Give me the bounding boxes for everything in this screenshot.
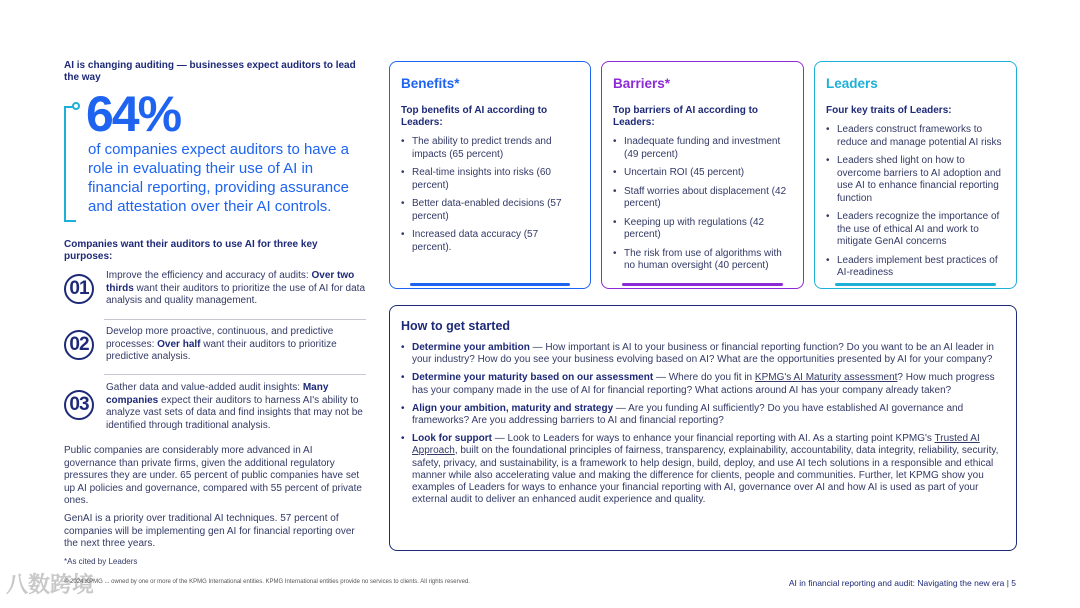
stat-dot-icon [72,102,80,110]
card-subtitle: Four key traits of Leaders: [826,105,952,116]
list-item: • The ability to predict trends and impacts (65 percent) [401,136,579,161]
purpose-text: Develop more proactive, continuous, and predictive processes: Over half want their auditors to prioritize predictive analysis. [106,326,337,362]
purpose-number: 01 [64,274,94,304]
list-item: • Leaders recognize the importance of the use of ethical AI and work to mitigate GenAI concerns [826,211,1005,249]
copyright-text: © 2024 KPMG ... owned by one or more of the KPMG International entities. KPMG International entities provide no services to clients. All rights reserved. [64,579,470,585]
howto-item-align: • Align your ambition, maturity and strategy — Are you funding AI sufficiently? Do you have established AI governance and frameworks? Are you addressing barriers to AI and financial reporting? [401,403,1005,427]
purposes-heading: Companies want their auditors to use AI for three key purposes: [64,239,318,262]
stat-value: 64% [86,86,181,142]
card-accent-bar [835,283,996,286]
list-item: • Keeping up with regulations (42 percent) [613,217,792,242]
list-item: • Leaders construct frameworks to reduce and manage potential AI risks [826,124,1005,149]
watermark-logo: 八数跨境 [6,572,95,597]
purpose-text: Improve the efficiency and accuracy of audits: Over two thirds want their auditors to prioritize the use of AI for data analysis and quality management. [106,270,366,306]
card-subtitle: Top barriers of AI according to Leaders: [613,105,759,128]
list-item: • Real-time insights into risks (60 percent) [401,167,579,192]
stat-bracket [64,106,76,222]
list-item: • Better data-enabled decisions (57 percent) [401,198,579,223]
purpose-text: Gather data and value-added audit insights: Many companies expect their auditors to harness AI's ability to analyze vast sets of data and find insights that may not be identified through traditional analysis. [106,382,363,431]
card-accent-bar [622,283,783,286]
page-footer-label: AI in financial reporting and audit: Navigating the new era | 5 [788,578,1016,588]
section-heading: AI is changing auditing — businesses expect auditors to lead the way [64,60,356,83]
trusted-ai-approach-link[interactable]: Trusted AI Approach [412,433,980,457]
paragraph-genai: GenAI is a priority over traditional AI techniques. 57 percent of companies will be implementing gen AI for financial reporting over the next three years. [64,513,355,549]
leaders-card [814,61,1017,289]
stat-description: of companies expect auditors to have a role in evaluating their use of AI in financial reporting, providing assurance and attestation over their AI controls. [88,141,349,215]
how-to-get-started-box [389,305,1017,551]
list-item: • Leaders implement best practices of AI-readiness [826,255,1005,280]
purpose-number: 02 [64,330,94,360]
card-accent-bar [410,283,570,286]
paragraph-public-companies: Public companies are considerably more advanced in AI governance than private firms, given the additional regulatory pressures they are under. 65 percent of public companies have set up AI policies and governance, compared with 55 percent of private ones. [64,445,362,506]
list-item: • Leaders shed light on how to overcome barriers to AI adoption and use AI to enhance financial reporting function [826,155,1005,205]
card-title: Leaders [826,76,878,91]
list-item: • Inadequate funding and investment (49 percent) [613,136,792,161]
divider [104,319,366,320]
list-item: • The risk from use of algorithms with no human oversight (40 percent) [613,248,792,273]
list-item: • Uncertain ROI (45 percent) [613,167,792,180]
footnote: *As cited by Leaders [64,557,138,566]
howto-title: How to get started [401,319,511,333]
card-title: Benefits* [401,76,460,91]
list-item: • Increased data accuracy (57 percent). [401,229,579,254]
howto-item-support: • Look for support — Look to Leaders for ways to enhance your financial reporting with AI. As a starting point KPMG's Trusted AI Approach, built on the foundational principles of fairness, transparency, explainability, accountability, data integrity, reliability, security, safety, privacy, and sustainability, is a framework to help design, build, deploy, and use AI tech solutions in a responsible and ethical manner while also accelerating value and making the difference for clients, people and communities. Further, let KPMG show you examples of Leaders for ways to enhance your financial reporting with AI, governance over AI and how AI is used as part of your external audit to deliver an enhanced audit experience and quality. [401,433,1005,506]
howto-item-ambition: • Determine your ambition — How important is AI to your business or financial reporting function? Do you want to be an AI leader in your industry? How do you see your business evolving based on AI? What are the opportunities presented by AI for your company? [401,342,1005,366]
list-item: • Staff worries about displacement (42 percent) [613,186,792,211]
barriers-card [601,61,804,289]
card-subtitle: Top benefits of AI according to Leaders: [401,105,548,128]
divider [104,374,366,375]
stat-callout [64,86,364,222]
purpose-number: 03 [64,390,94,420]
howto-item-maturity: • Determine your maturity based on our assessment — Where do you fit in KPMG's AI Maturity assessment? How much progress has your company made in the use of AI for financial reporting? What actions around AI has your company already taken? [401,372,1005,396]
ai-maturity-assessment-link[interactable]: KPMG's AI Maturity assessment [754,372,898,384]
card-title: Barriers* [613,76,671,91]
benefits-card [389,61,591,289]
